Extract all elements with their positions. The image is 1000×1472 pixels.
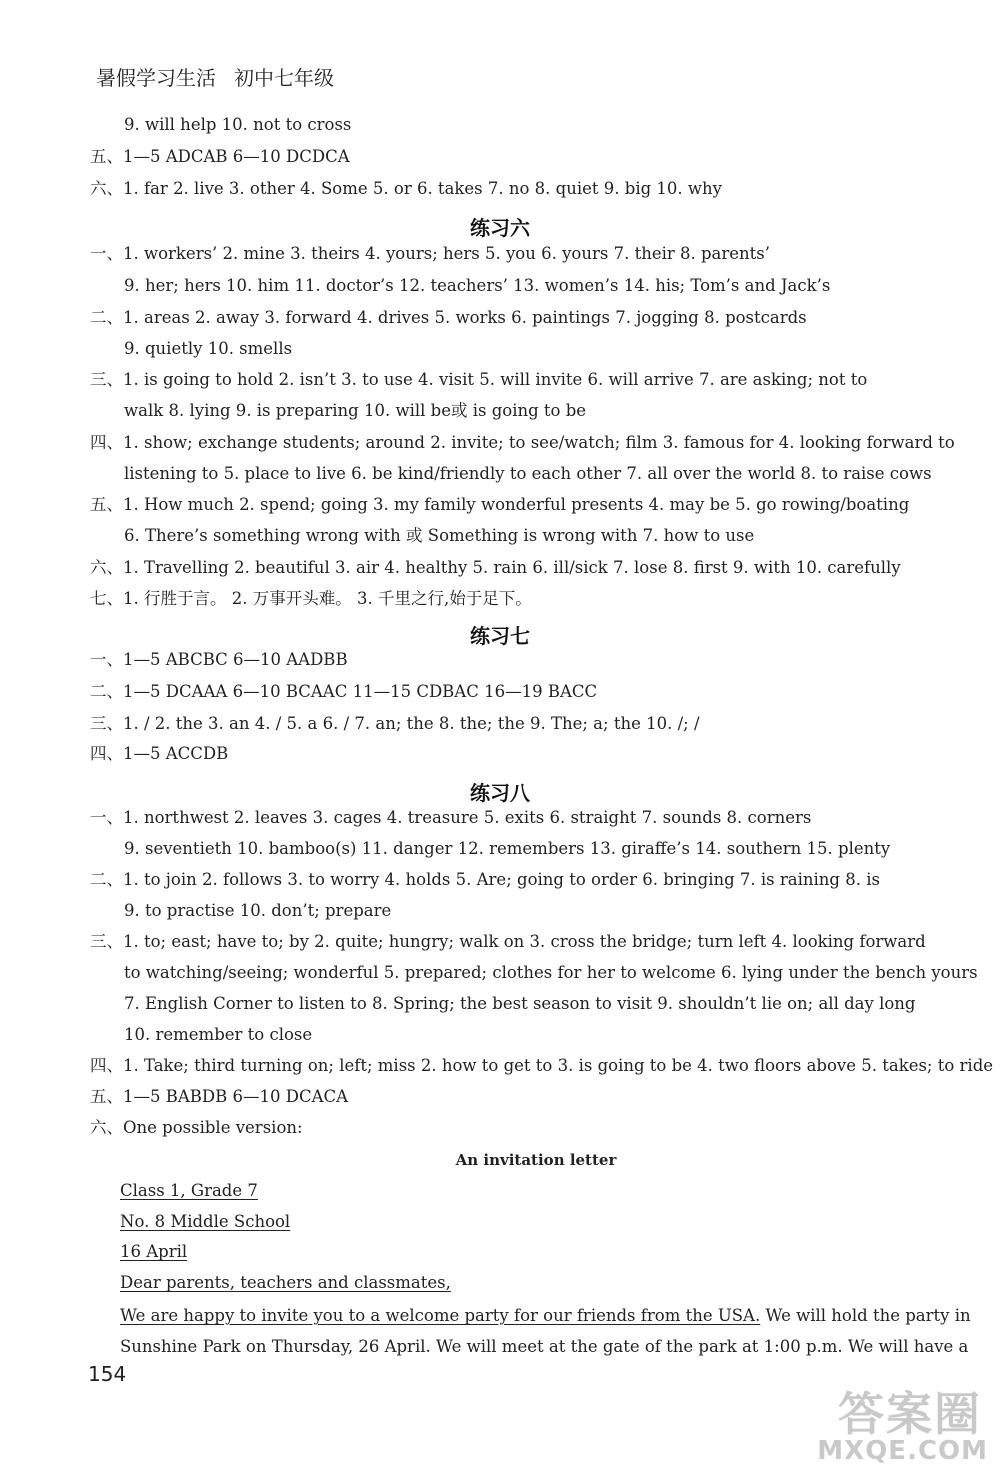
letter-line: Sunshine Park on Thursday, 26 April. We will meet at the gate of the park at 1:00 p.m. We will have a bbox=[120, 1337, 969, 1356]
answer-line: 四、1. show; exchange students; around 2. invite; to see/watch; film 3. famous for 4. looking forward to bbox=[90, 433, 955, 452]
watermark-top: 答案圈 bbox=[838, 1387, 982, 1441]
section-title: 练习八 bbox=[470, 781, 530, 805]
answer-line: to watching/seeing; wonderful 5. prepared; clothes for her to welcome 6. lying under the bench yours bbox=[124, 963, 978, 982]
section-title: 练习六 bbox=[470, 216, 530, 240]
letter-line-underlined: We are happy to invite you to a welcome party for our friends from the USA. bbox=[120, 1306, 761, 1325]
answer-line: 9. seventieth 10. bamboo(s) 11. danger 12. remembers 13. giraffe’s 14. southern 15. plenty bbox=[124, 839, 891, 858]
letter-line: 16 April bbox=[120, 1242, 188, 1261]
letter-line-rest: We will hold the party in bbox=[765, 1306, 971, 1325]
answer-line: 7. English Corner to listen to 8. Spring; the best season to visit 9. shouldn’t lie on; all day long bbox=[124, 994, 916, 1013]
answer-line: 9. quietly 10. smells bbox=[124, 339, 293, 358]
answer-line: walk 8. lying 9. is preparing 10. will be或 is going to be bbox=[124, 401, 587, 420]
watermark-logo bbox=[798, 1378, 988, 1466]
answer-line: listening to 5. place to live 6. be kind/friendly to each other 7. all over the world 8. to raise cows bbox=[124, 464, 932, 483]
page-header bbox=[96, 62, 334, 91]
answer-line: 七、1. 行胜于言。 2. 万事开头难。 3. 千里之行,始于足下。 bbox=[90, 589, 532, 608]
answer-line: 六、1. far 2. live 3. other 4. Some 5. or 6. takes 7. no 8. quiet 9. big 10. why bbox=[90, 179, 722, 198]
answer-line: 一、1. workers’ 2. mine 3. theirs 4. yours; hers 5. you 6. yours 7. their 8. parents’ bbox=[90, 244, 771, 263]
answer-line: 10. remember to close bbox=[124, 1025, 313, 1044]
grade-label: 初中七年级 bbox=[234, 66, 334, 90]
answer-line: 二、1. areas 2. away 3. forward 4. drives 5. works 6. paintings 7. jogging 8. postcards bbox=[90, 308, 807, 327]
answer-line: 9. her; hers 10. him 11. doctor’s 12. teachers’ 13. women’s 14. his; Tom’s and Jack’s bbox=[124, 276, 831, 295]
answer-line: 五、1—5 BABDB 6—10 DCACA bbox=[90, 1087, 349, 1106]
answer-line: 一、1. northwest 2. leaves 3. cages 4. treasure 5. exits 6. straight 7. sounds 8. corners bbox=[90, 808, 812, 827]
answer-line: 二、1. to join 2. follows 3. to worry 4. holds 5. Are; going to order 6. bringing 7. is raining 8. is bbox=[90, 870, 880, 889]
answer-line: 五、1. How much 2. spend; going 3. my family wonderful presents 4. may be 5. go rowing/boating bbox=[90, 495, 910, 514]
answer-line: 五、1—5 ADCAB 6—10 DCDCA bbox=[90, 147, 350, 166]
page-number: 154 bbox=[88, 1362, 127, 1386]
section-title: 练习七 bbox=[470, 624, 530, 648]
letter-line: Class 1, Grade 7 bbox=[120, 1181, 258, 1200]
letter-title: An invitation letter bbox=[455, 1151, 617, 1169]
answer-line: 9. to practise 10. don’t; prepare bbox=[124, 901, 392, 920]
answer-line: 9. will help 10. not to cross bbox=[124, 115, 352, 134]
answer-line: 三、1. / 2. the 3. an 4. / 5. a 6. / 7. an; the 8. the; the 9. The; a; the 10. /; / bbox=[90, 714, 700, 733]
answer-line: 四、1—5 ACCDB bbox=[90, 744, 229, 763]
answer-line: 一、1—5 ABCBC 6—10 AADBB bbox=[90, 650, 348, 669]
answer-line: 六、One possible version: bbox=[90, 1118, 303, 1137]
letter-line bbox=[120, 1305, 971, 1327]
answer-line: 四、1. Take; third turning on; left; miss 2. how to get to 3. is going to be 4. two floors above 5. takes; to ride bbox=[90, 1056, 994, 1075]
answer-line: 六、1. Travelling 2. beautiful 3. air 4. healthy 5. rain 6. ill/sick 7. lose 8. first 9. with 10. carefully bbox=[90, 558, 901, 577]
answer-line: 6. There’s something wrong with 或 Something is wrong with 7. how to use bbox=[124, 526, 755, 545]
letter-line: Dear parents, teachers and classmates, bbox=[120, 1273, 451, 1292]
letter-line: No. 8 Middle School bbox=[120, 1212, 291, 1231]
watermark-bottom: MXQE.COM bbox=[817, 1436, 988, 1466]
answer-line: 二、1—5 DCAAA 6—10 BCAAC 11—15 CDBAC 16—19 BACC bbox=[90, 682, 598, 701]
book-title: 暑假学习生活 bbox=[96, 66, 216, 90]
answer-line: 三、1. is going to hold 2. isn’t 3. to use 4. visit 5. will invite 6. will arrive 7. are asking; not to bbox=[90, 370, 868, 389]
answer-line: 三、1. to; east; have to; by 2. quite; hungry; walk on 3. cross the bridge; turn left 4. looking forward bbox=[90, 932, 926, 951]
